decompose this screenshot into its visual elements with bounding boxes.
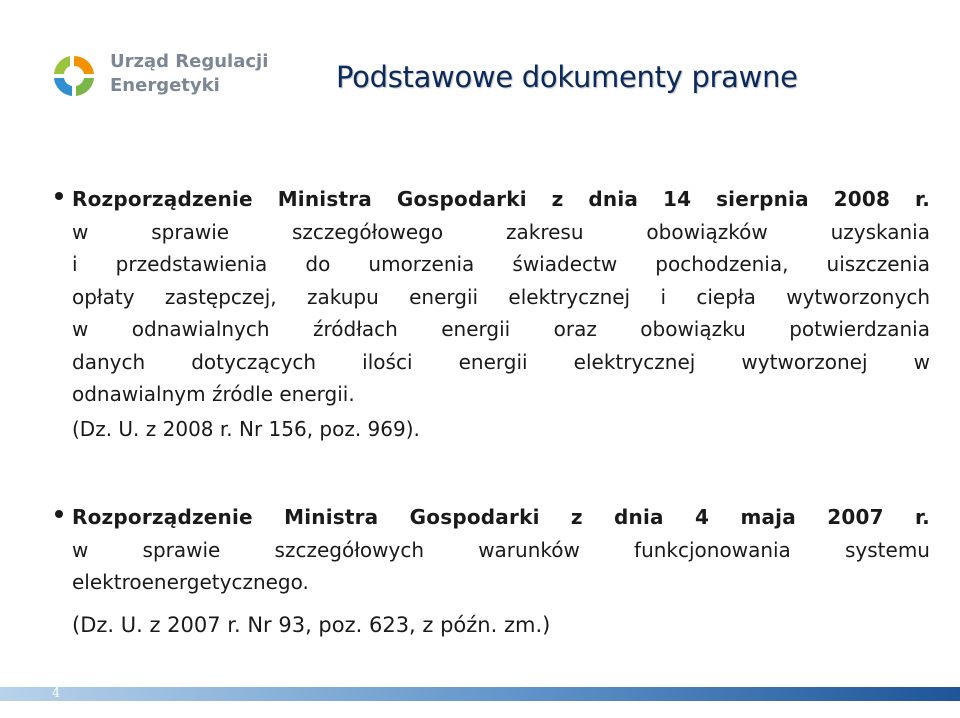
- logo-line-1: Urząd Regulacji: [110, 51, 269, 72]
- document-heading: Rozporządzenie Ministra Gospodarki z dnia 4 maja 2007 r.: [72, 505, 930, 529]
- document-text-line: w sprawie szczegółowego zakresu obowiązków uzyskania: [72, 219, 930, 244]
- document-text-line: elektroenergetycznego.: [72, 570, 309, 594]
- document-item-2: [55, 501, 930, 641]
- document-text-line: w odnawialnych źródłach energii oraz obowiązku potwierdzania: [72, 317, 930, 341]
- page-number: 4: [52, 686, 61, 701]
- page-title: Podstawowe dokumenty prawne: [336, 60, 798, 94]
- document-item-1: [55, 183, 930, 445]
- document-text-line: odnawialnym źródle energii.: [72, 382, 355, 406]
- document-heading: Rozporządzenie Ministra Gospodarki z dnia 14 sierpnia 2008 r.: [72, 187, 930, 211]
- logo-text: [110, 50, 268, 98]
- document-text-line: danych dotyczących ilości energii elektrycznej wytworzonej w: [72, 349, 930, 374]
- document-text-line: opłaty zastępczej, zakupu energii elektrycznej i ciepła wytworzonych: [72, 284, 930, 309]
- ure-logo-icon: [50, 52, 98, 100]
- document-text-line: i przedstawienia do umorzenia świadectw pochodzenia, uiszczenia: [72, 252, 930, 276]
- document-reference: (Dz. U. z 2007 r. Nr 93, poz. 623, z późn. zm.): [72, 612, 551, 637]
- bullet-dot-icon: [55, 192, 63, 200]
- bullet-dot-icon: [55, 510, 63, 518]
- document-reference: (Dz. U. z 2008 r. Nr 156, poz. 969).: [72, 416, 420, 441]
- logo-line-2: Energetyki: [110, 75, 220, 96]
- document-text-line: w sprawie szczegółowych warunków funkcjonowania systemu: [72, 537, 930, 562]
- ure-logo: [50, 50, 280, 106]
- footer-bar: [0, 687, 960, 701]
